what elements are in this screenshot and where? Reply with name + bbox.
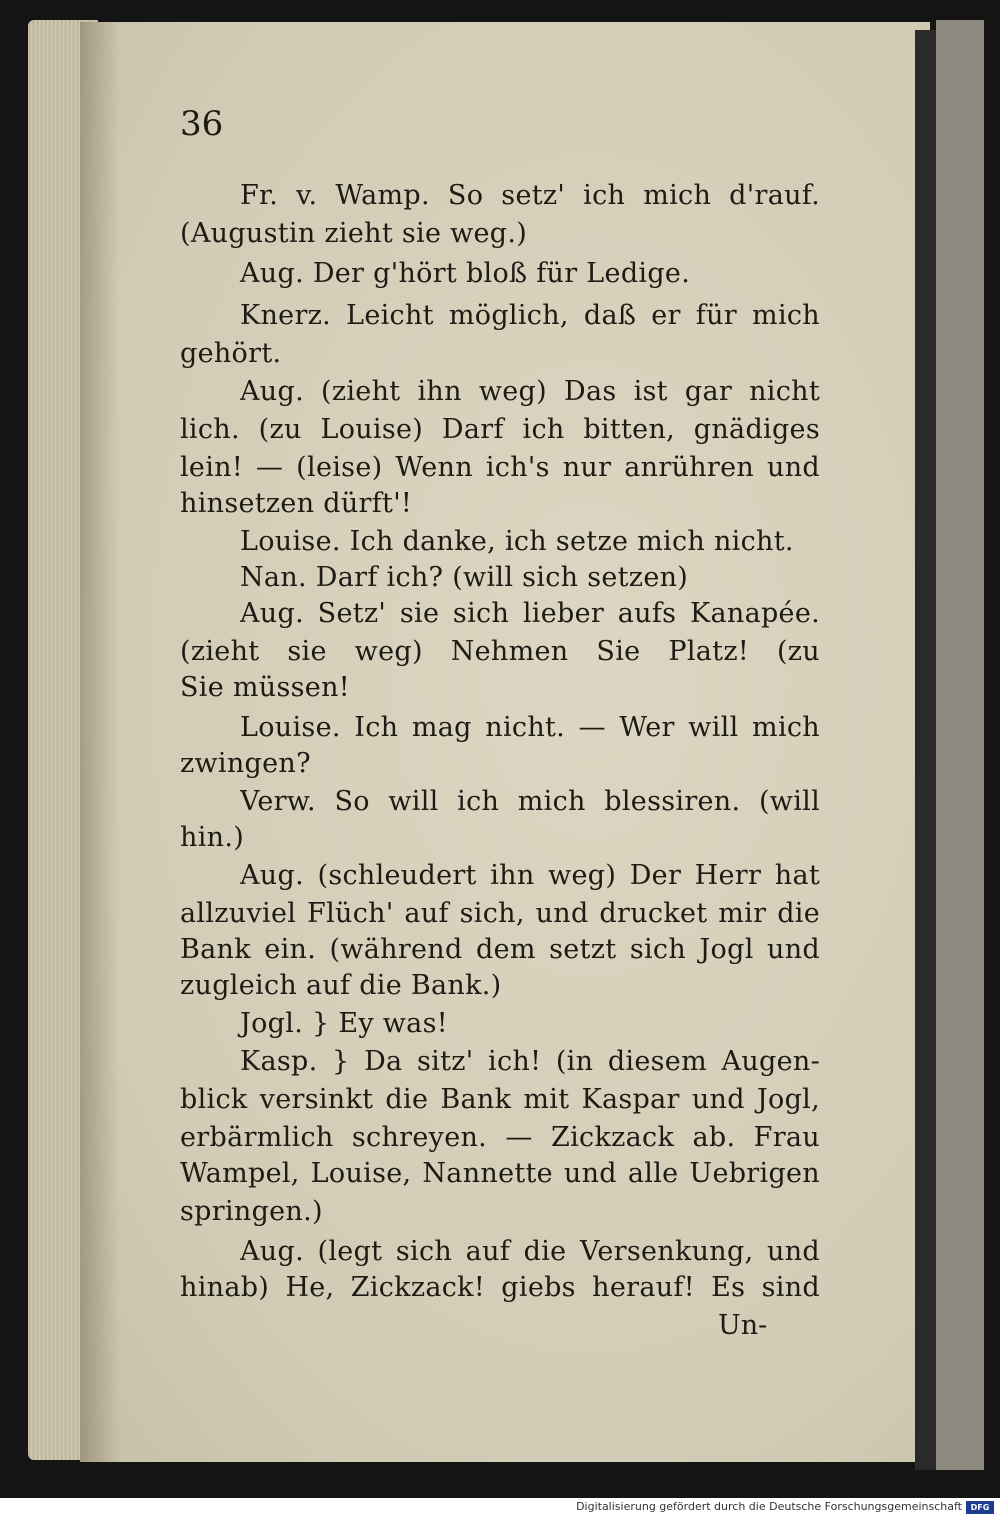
text-line: zwingen?	[180, 748, 311, 779]
text-line: Bank ein. (während dem setzt sich Jogl und	[180, 934, 820, 965]
gutter-shadow	[915, 30, 937, 1470]
text-line: blick versinkt die Bank mit Kaspar und Jogl,	[180, 1084, 820, 1115]
text-line: Aug. (zieht ihn weg) Das ist gar nicht	[240, 376, 820, 407]
text-line: allzuviel Flüch' auf sich, und drucket mir die	[180, 898, 820, 929]
text-line: Aug. Setz' sie sich lieber aufs Kanapée.	[240, 598, 820, 629]
text-line: lich. (zu Louise) Darf ich bitten, gnädiges	[180, 414, 820, 445]
text-line: Sie müssen!	[180, 672, 350, 703]
spine-shadow	[80, 22, 120, 1462]
page-number: 36	[180, 104, 224, 144]
text-line: hinab) He, Zickzack! giebs herauf! Es sind	[180, 1272, 820, 1303]
text-line: zugleich auf die Bank.)	[180, 970, 502, 1001]
text-line: hin.)	[180, 822, 245, 853]
dfg-logo: DFG	[966, 1501, 994, 1514]
text-line: gehört.	[180, 338, 282, 369]
text-line: Aug. (legt sich auf die Versenkung, und	[240, 1236, 820, 1267]
text-line: (Augustin zieht sie weg.)	[180, 218, 528, 249]
footer-credit: Digitalisierung gefördert durch die Deutsche Forschungsgemeinschaft	[576, 1500, 962, 1513]
text-line: erbärmlich schreyen. — Zickzack ab. Frau	[180, 1122, 820, 1153]
text-line: hinsetzen dürft'!	[180, 488, 413, 519]
text-line: Knerz. Leicht möglich, daß er für mich	[240, 300, 820, 331]
text-line: Wampel, Louise, Nannette und alle Uebrigen	[180, 1158, 820, 1189]
text-line: lein! — (leise) Wenn ich's nur anrühren und	[180, 452, 820, 483]
text-line: Aug. Der g'hört bloß für Ledige.	[240, 258, 691, 289]
text-line: springen.)	[180, 1196, 323, 1227]
text-line: Aug. (schleudert ihn weg) Der Herr hat	[240, 860, 820, 891]
text-line: Louise. Ich danke, ich setze mich nicht.	[240, 526, 794, 557]
facing-page-edge	[936, 20, 984, 1470]
text-line: Fr. v. Wamp. So setz' ich mich d'rauf.	[240, 180, 820, 211]
text-line: Louise. Ich mag nicht. — Wer will mich	[240, 712, 820, 743]
text-line: Jogl. } Ey was!	[240, 1008, 448, 1039]
text-line: Nan. Darf ich? (will sich setzen)	[240, 562, 689, 593]
text-line: Kasp. } Da sitz' ich! (in diesem Augen-	[240, 1046, 820, 1077]
text-line: (zieht sie weg) Nehmen Sie Platz! (zu	[180, 636, 820, 667]
catchword: Un-	[718, 1310, 768, 1341]
text-line: Verw. So will ich mich blessiren. (will	[240, 786, 820, 817]
